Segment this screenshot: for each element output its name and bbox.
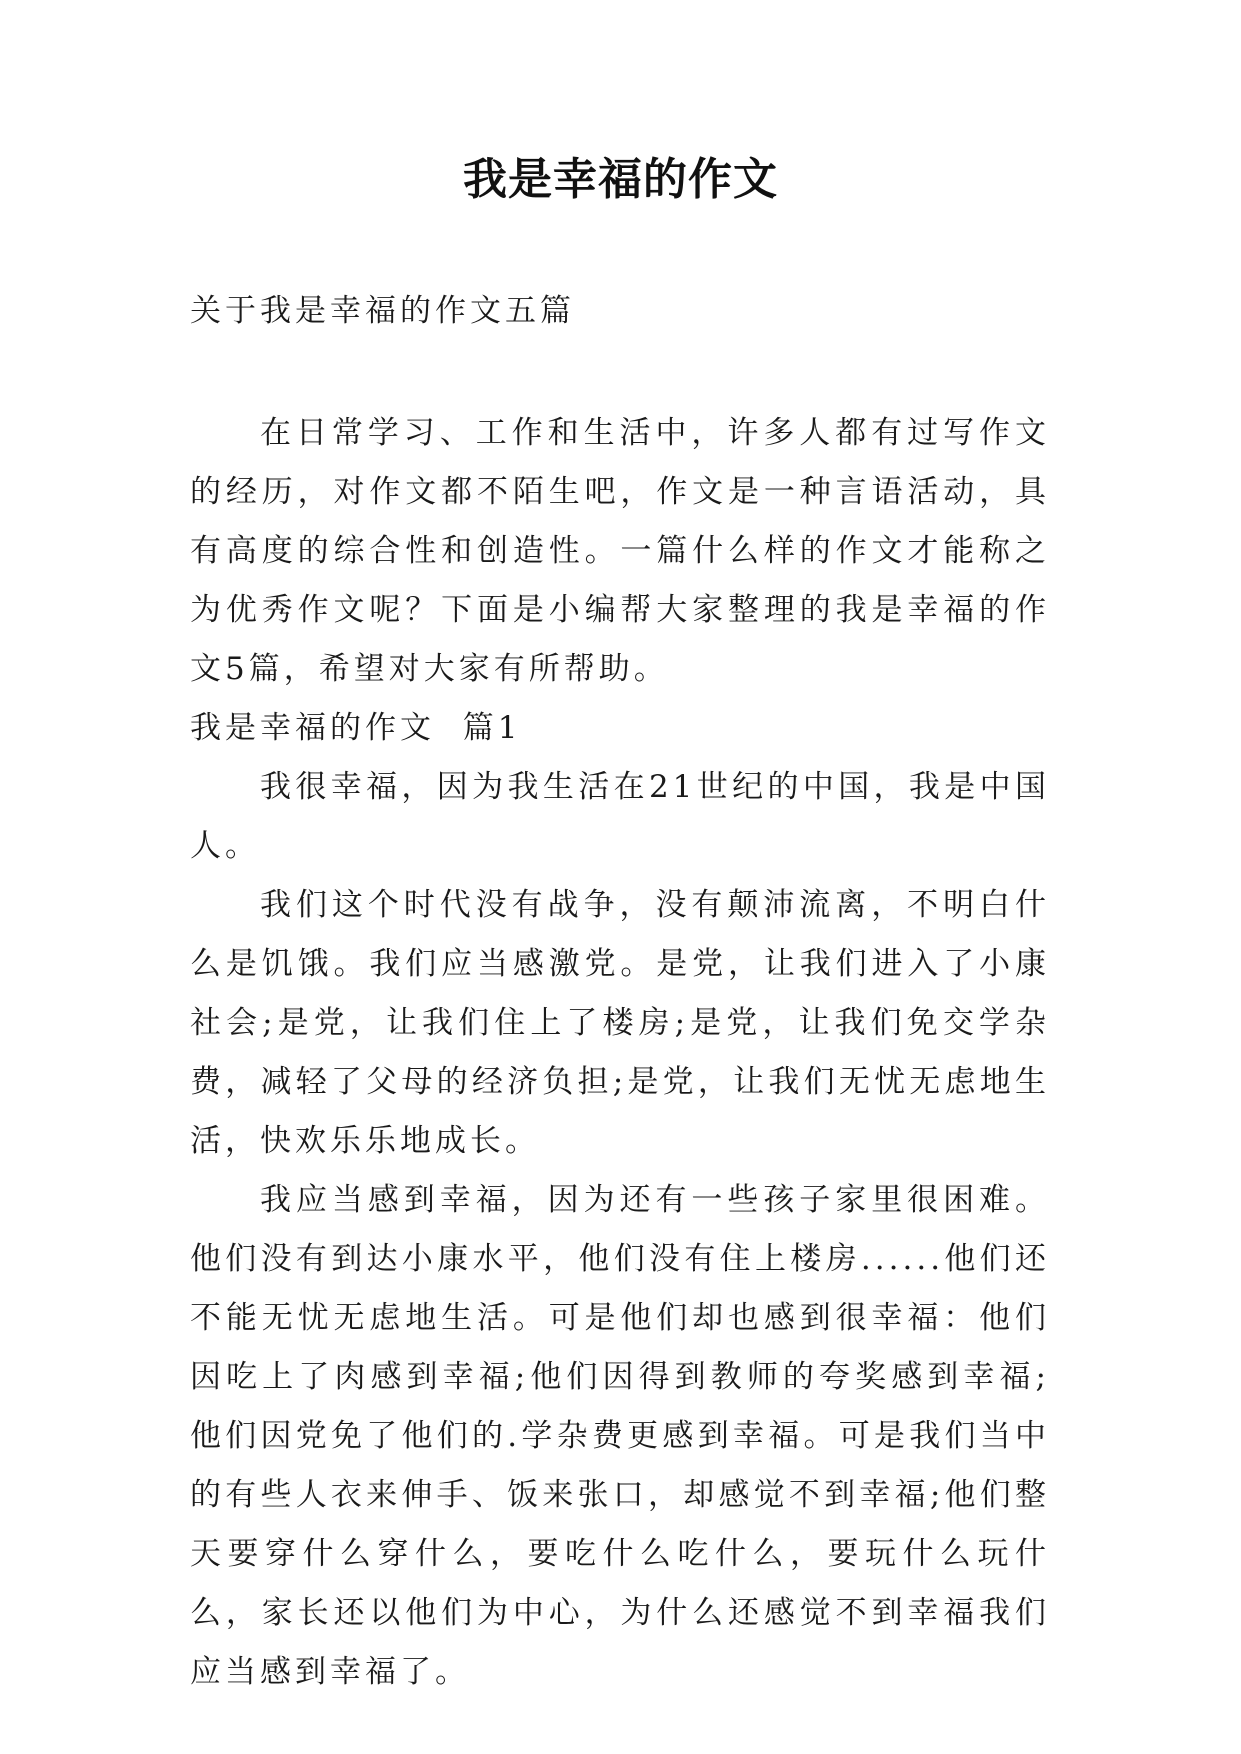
body-paragraph: 我们这个时代没有战争，没有颠沛流离，不明白什么是饥饿。我们应当感激党。是党，让我们进入了小康社会;是党，让我们住上了楼房;是党，让我们免交学杂费，减轻了父母的经济负担;是党，让我们无忧无虑地生活，快欢乐乐地成长。 [190, 887, 1050, 1159]
document-subtitle: 关于我是幸福的作文五篇 [190, 293, 575, 329]
body-paragraph: 我应当感到幸福，因为还有一些孩子家里很困难。他们没有到达小康水平，他们没有住上楼房......他们还不能无忧无虑地生活。可是他们却也感到很幸福：他们因吃上了肉感到幸福;他们因得到教师的夸奖感到幸福;他们因党免了他们的.学杂费更感到幸福。可是我们当中的有些人衣来伸手、饭来张口，却感觉不到幸福;他们整天要穿什么穿什么，要吃什么吃什么，要玩什么玩什么，家长还以他们为中心，为什么还感觉不到幸福我们应当感到幸福了。 [190, 1182, 1050, 1690]
document-title: 我是幸福的作文 [463, 154, 778, 205]
intro-paragraph: 在日常学习、工作和生活中，许多人都有过写作文的经历，对作文都不陌生吧，作文是一种言语活动，具有高度的综合性和创造性。一篇什么样的作文才能称之为优秀作文呢？下面是小编帮大家整理的我是幸福的作文5篇，希望对大家有所帮助。 [190, 415, 1050, 687]
spacer [190, 341, 1050, 404]
body-paragraph: 我很幸福，因为我生活在21世纪的中国，我是中国人。 [190, 769, 1050, 864]
section-heading: 我是幸福的作文 篇1 [190, 710, 522, 746]
document-body [190, 282, 1050, 1702]
